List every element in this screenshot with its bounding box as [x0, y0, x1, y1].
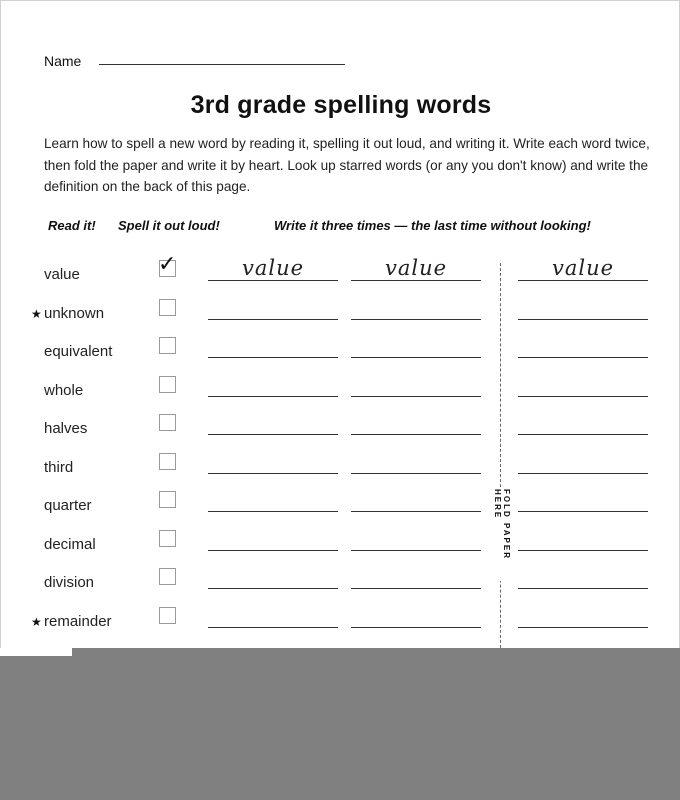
- write-line-3[interactable]: [518, 473, 648, 474]
- page-title: 3rd grade spelling words: [190, 91, 492, 119]
- write-line-3[interactable]: [518, 511, 648, 512]
- write-line-1[interactable]: [208, 473, 338, 474]
- handwritten-word: value: [551, 256, 615, 280]
- spelling-row: [1, 382, 680, 420]
- write-line-1[interactable]: [208, 280, 338, 281]
- spelling-row: [1, 420, 680, 458]
- write-line-2[interactable]: [351, 396, 481, 397]
- write-line-1[interactable]: [208, 357, 338, 358]
- write-line-1[interactable]: [208, 319, 338, 320]
- write-line-3[interactable]: [518, 627, 648, 628]
- spelling-row: [1, 536, 680, 574]
- gray-overlay: [0, 656, 680, 800]
- spelled-aloud-checkbox[interactable]: [159, 337, 176, 354]
- name-input-line[interactable]: [99, 64, 345, 65]
- header-read: Read it!: [48, 218, 96, 233]
- spelling-word: remainder: [44, 612, 112, 630]
- write-line-2[interactable]: [351, 319, 481, 320]
- write-line-1[interactable]: [208, 396, 338, 397]
- write-line-1[interactable]: [208, 550, 338, 551]
- spelling-word: halves: [44, 420, 88, 437]
- write-line-3[interactable]: [518, 434, 648, 435]
- checkmark-icon: ✓: [158, 252, 177, 277]
- write-line-1[interactable]: [208, 588, 338, 589]
- write-line-2[interactable]: [351, 473, 481, 474]
- spelling-word: third: [44, 458, 74, 476]
- write-line-2[interactable]: [351, 588, 481, 589]
- write-line-3[interactable]: [518, 550, 648, 551]
- write-line-3[interactable]: [518, 319, 648, 320]
- handwritten-word: value: [384, 256, 448, 280]
- write-line-2[interactable]: [351, 627, 481, 628]
- header-spell: Spell it out loud!: [118, 218, 220, 233]
- spelled-aloud-checkbox[interactable]: [159, 491, 176, 508]
- spelling-row: [1, 252, 680, 304]
- instructions-text: Learn how to spell a new word by reading it, spelling it out loud, and writing it. Write each word twice, then fold the paper and write it by heart. Look up starred words (or any you don't know) and write the definition on the back of this page.: [44, 136, 650, 194]
- write-line-3[interactable]: [518, 588, 648, 589]
- spelling-row: [1, 497, 680, 535]
- spelled-aloud-checkbox[interactable]: [158, 252, 177, 277]
- spelling-word: division: [44, 574, 95, 591]
- name-label: Name: [44, 53, 82, 69]
- spelling-row: [1, 343, 680, 381]
- write-line-3[interactable]: [518, 357, 648, 358]
- spelling-word: quarter: [44, 497, 92, 514]
- write-line-2[interactable]: [351, 357, 481, 358]
- write-line-2[interactable]: [351, 511, 481, 512]
- write-line-2[interactable]: [351, 550, 481, 551]
- write-line-2[interactable]: [351, 280, 481, 281]
- spelled-aloud-checkbox[interactable]: [159, 453, 176, 470]
- spelled-aloud-checkbox[interactable]: [159, 568, 176, 585]
- spelled-aloud-checkbox[interactable]: [159, 414, 176, 431]
- star-icon: ★: [31, 614, 42, 629]
- write-line-1[interactable]: [208, 434, 338, 435]
- write-line-1[interactable]: [208, 627, 338, 628]
- spelling-word: whole: [44, 381, 84, 399]
- write-line-1[interactable]: [208, 511, 338, 512]
- spelled-aloud-checkbox[interactable]: [159, 299, 176, 316]
- spelling-row: [1, 459, 680, 497]
- spelled-aloud-checkbox[interactable]: [159, 530, 176, 547]
- spelling-row: [1, 613, 680, 651]
- write-line-3[interactable]: [518, 280, 648, 281]
- write-line-2[interactable]: [351, 434, 481, 435]
- handwritten-word: value: [241, 256, 305, 280]
- spelling-row: [1, 305, 680, 343]
- spelled-aloud-checkbox[interactable]: [159, 607, 176, 624]
- spelling-word: decimal: [44, 535, 96, 553]
- header-write: Write it three times — the last time without looking!: [274, 218, 591, 233]
- spelling-word: unknown: [44, 304, 105, 322]
- fold-label: FOLD PAPER HERE: [493, 489, 511, 560]
- spelling-row: [1, 574, 680, 612]
- spelled-aloud-checkbox[interactable]: [159, 376, 176, 393]
- spelling-word: value: [44, 266, 80, 283]
- spelling-word: equivalent: [44, 343, 113, 360]
- write-line-3[interactable]: [518, 396, 648, 397]
- star-icon: ★: [31, 306, 42, 321]
